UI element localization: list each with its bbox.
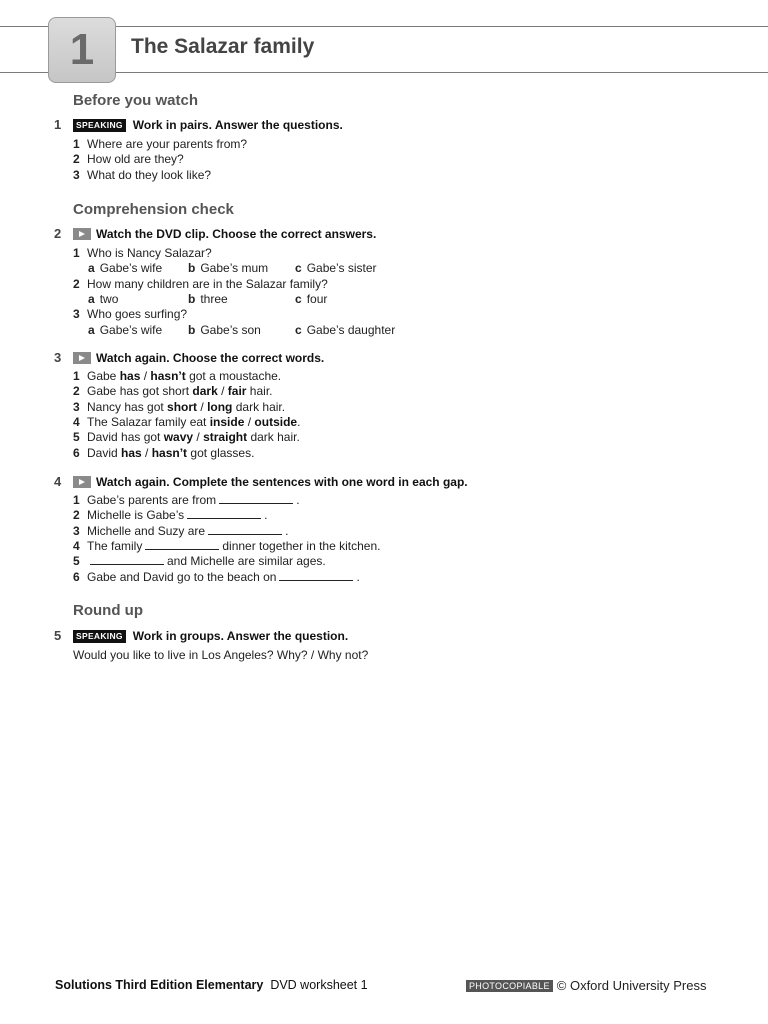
item-text: How old are they? xyxy=(87,152,184,167)
instruction-text: Watch again. Complete the sentences with one word in each gap. xyxy=(96,475,468,489)
item-number: 2 xyxy=(73,384,80,399)
item-text-post: got glasses. xyxy=(187,445,255,460)
item-text-pre: David has got xyxy=(87,430,164,445)
answer-option xyxy=(295,261,377,275)
item-number: 1 xyxy=(73,369,80,383)
answer-gap[interactable] xyxy=(145,539,219,550)
item-text-post: . xyxy=(297,414,301,429)
item-text: Who is Nancy Salazar? xyxy=(87,246,212,260)
options-row xyxy=(88,261,408,276)
item-text-pre: The family xyxy=(87,538,143,553)
item-text-post: hair. xyxy=(246,384,273,399)
exercise-number: 3 xyxy=(54,350,62,365)
answer-option xyxy=(188,323,261,337)
option-text: Gabe’s son xyxy=(200,322,261,337)
option-letter: a xyxy=(88,291,95,306)
footer-book xyxy=(55,978,368,992)
footer-worksheet: DVD worksheet 1 xyxy=(270,978,368,992)
answer-gap[interactable] xyxy=(187,508,261,519)
instruction-text: Work in groups. Answer the question. xyxy=(132,629,349,643)
choice-word: hasn’t xyxy=(150,369,186,383)
option-letter: c xyxy=(295,322,302,337)
answer-gap[interactable] xyxy=(219,493,293,504)
speaking-badge: SPEAKING xyxy=(73,630,126,643)
option-letter: a xyxy=(88,261,95,276)
item-number: 6 xyxy=(73,569,80,584)
play-icon xyxy=(73,476,91,488)
list-item xyxy=(73,493,300,507)
exercise-instruction xyxy=(73,629,348,643)
choice-word: dark xyxy=(192,384,218,399)
list-item xyxy=(73,430,300,444)
list-item xyxy=(73,400,285,414)
choice-separator: / xyxy=(141,445,152,460)
section-title-roundup: Round up xyxy=(73,602,143,619)
item-text: Where are your parents from? xyxy=(87,137,248,151)
copyright-text: © Oxford University Press xyxy=(556,978,707,993)
footer-copyright xyxy=(466,978,707,993)
exercise-number: 5 xyxy=(54,628,62,643)
item-text-pre: The Salazar family eat xyxy=(87,414,210,429)
list-item xyxy=(73,384,272,398)
answer-gap[interactable] xyxy=(208,524,282,535)
item-text: What do they look like? xyxy=(87,167,212,182)
question-item xyxy=(73,307,187,321)
item-number: 2 xyxy=(73,508,80,523)
choice-word: hasn’t xyxy=(151,445,188,460)
choice-separator: / xyxy=(217,384,228,399)
option-text: three xyxy=(200,291,228,306)
exercise-instruction xyxy=(73,351,324,365)
choice-word: outside xyxy=(254,414,298,429)
instruction-text: Work in pairs. Answer the questions. xyxy=(132,118,343,132)
item-number: 4 xyxy=(73,538,80,553)
answer-option xyxy=(188,261,268,275)
question-item xyxy=(73,246,212,260)
exercise-number: 4 xyxy=(54,474,62,489)
item-text-post: . xyxy=(296,493,300,507)
options-row xyxy=(88,292,408,307)
item-text-post: . xyxy=(264,508,268,523)
option-text: two xyxy=(99,291,119,306)
choice-separator: / xyxy=(197,399,208,414)
answer-option xyxy=(88,323,162,337)
option-letter: b xyxy=(188,322,196,337)
item-text-post: got a moustache. xyxy=(185,369,282,383)
section-title-comprehension: Comprehension check xyxy=(73,201,234,218)
exercise-instruction xyxy=(73,227,376,241)
option-text: Gabe’s mum xyxy=(200,261,269,276)
instruction-text: Watch the DVD clip. Choose the correct answers. xyxy=(96,227,377,241)
item-number: 2 xyxy=(73,152,80,167)
item-number: 3 xyxy=(73,523,80,538)
item-text-pre: Gabe xyxy=(87,369,120,383)
item-text: Who goes surfing? xyxy=(87,307,188,322)
choice-word: has xyxy=(119,369,141,383)
item-text-pre: Nancy has got xyxy=(87,399,168,414)
option-text: Gabe’s wife xyxy=(99,261,163,276)
option-letter: b xyxy=(188,261,196,276)
option-text: four xyxy=(306,291,328,306)
item-number: 6 xyxy=(73,445,80,460)
item-number: 5 xyxy=(73,430,80,445)
choice-word: fair xyxy=(227,384,247,399)
item-text-pre: Gabe’s parents are from xyxy=(87,493,217,507)
option-letter: b xyxy=(188,291,196,306)
exercise-instruction xyxy=(73,118,343,132)
item-text-pre: Michelle and Suzy are xyxy=(87,523,206,538)
item-text-post: dark hair. xyxy=(247,430,300,445)
exercise-instruction xyxy=(73,475,468,489)
list-item xyxy=(73,524,288,538)
list-item xyxy=(73,137,247,151)
list-item xyxy=(73,446,254,460)
choice-separator: / xyxy=(193,430,204,445)
answer-gap[interactable] xyxy=(90,554,164,565)
answer-option xyxy=(295,323,395,337)
item-number: 1 xyxy=(73,493,80,507)
exercise-number: 1 xyxy=(54,117,62,132)
photocopiable-badge: PHOTOCOPIABLE xyxy=(466,980,553,992)
list-item xyxy=(73,508,268,522)
answer-gap[interactable] xyxy=(279,570,353,581)
item-text-pre: David xyxy=(87,445,122,460)
item-text-post: dinner together in the kitchen. xyxy=(222,538,381,553)
section-title-before: Before you watch xyxy=(73,92,199,109)
choice-word: wavy xyxy=(163,430,194,445)
item-text-post: and Michelle are similar ages. xyxy=(167,554,326,569)
item-number: 5 xyxy=(73,554,80,569)
speaking-badge: SPEAKING xyxy=(73,119,126,132)
item-text-pre: Gabe has got short xyxy=(87,384,193,399)
list-item xyxy=(73,369,281,383)
list-item xyxy=(73,152,184,166)
play-icon xyxy=(73,352,91,364)
item-text-post: dark hair. xyxy=(232,399,286,414)
item-text-post: . xyxy=(285,523,289,538)
list-item xyxy=(73,570,360,584)
item-number: 2 xyxy=(73,276,80,291)
option-letter: a xyxy=(88,322,95,337)
list-item xyxy=(73,168,211,182)
choice-separator: / xyxy=(244,414,255,429)
item-number: 3 xyxy=(73,167,80,182)
item-number: 4 xyxy=(73,414,80,429)
answer-option xyxy=(88,292,118,306)
answer-option xyxy=(295,292,327,306)
option-letter: c xyxy=(295,261,302,276)
item-text-pre: Gabe and David go to the beach on xyxy=(87,569,277,584)
item-text-pre: Michelle is Gabe’s xyxy=(87,508,185,523)
item-text-post: . xyxy=(356,569,360,584)
answer-option xyxy=(188,292,228,306)
choice-word: inside xyxy=(209,414,245,429)
choice-separator: / xyxy=(140,369,151,383)
list-item xyxy=(73,415,300,429)
list-item xyxy=(73,554,326,568)
roundup-question: Would you like to live in Los Angeles? Why? / Why not? xyxy=(73,648,369,662)
options-row xyxy=(88,323,408,338)
exercise-number: 2 xyxy=(54,226,62,241)
instruction-text: Watch again. Choose the correct words. xyxy=(96,351,325,365)
option-text: Gabe’s wife xyxy=(99,322,163,337)
choice-word: straight xyxy=(203,430,248,445)
item-number: 3 xyxy=(73,399,80,414)
page-title: The Salazar family xyxy=(131,35,315,58)
play-icon xyxy=(73,228,91,240)
answer-option xyxy=(88,261,162,275)
choice-word: has xyxy=(121,445,142,460)
item-number: 1 xyxy=(73,137,80,151)
item-number: 1 xyxy=(73,246,80,260)
question-item xyxy=(73,277,328,291)
footer-book-title: Solutions Third Edition Elementary xyxy=(55,978,264,992)
item-text: How many children are in the Salazar family? xyxy=(87,276,328,291)
choice-word: long xyxy=(207,399,233,414)
list-item xyxy=(73,539,380,553)
unit-number-box: 1 xyxy=(48,17,116,83)
choice-word: short xyxy=(167,399,198,414)
option-text: Gabe’s sister xyxy=(306,261,377,276)
option-letter: c xyxy=(295,291,302,306)
option-text: Gabe’s daughter xyxy=(306,322,396,337)
item-number: 3 xyxy=(73,307,80,322)
